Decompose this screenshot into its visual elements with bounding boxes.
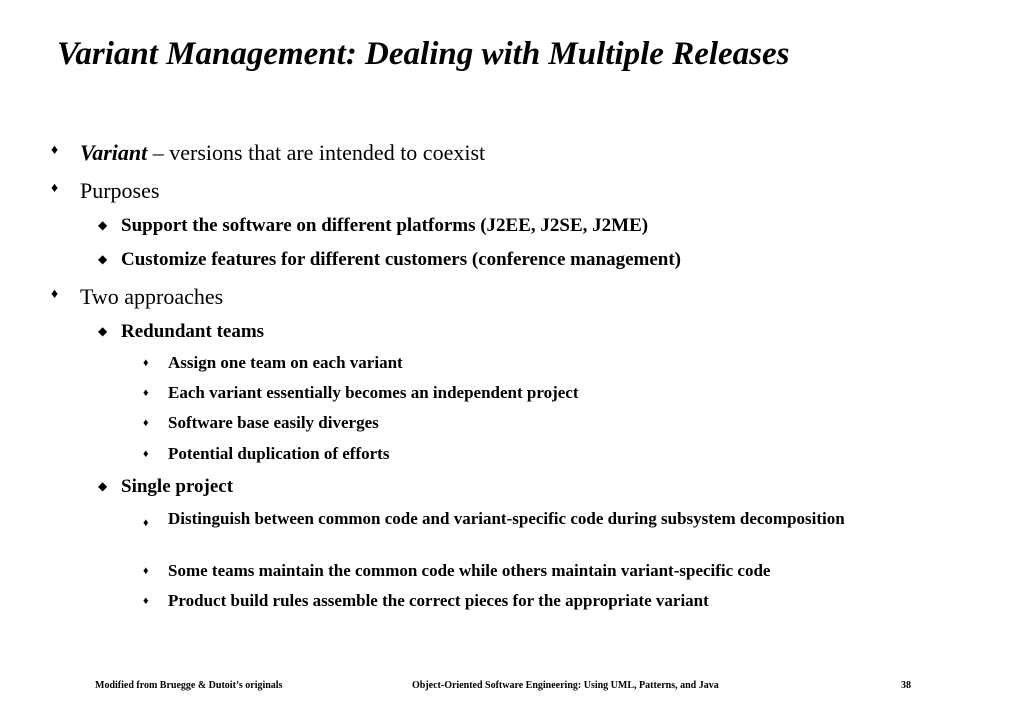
- redundant-teams-item-text: Assign one team on each variant: [168, 353, 403, 372]
- redundant-teams-item-text: Potential duplication of efforts: [168, 444, 390, 463]
- bullet-two-approaches: [51, 284, 224, 310]
- bullet-variant: [51, 140, 486, 166]
- diamond-bullet-icon: ◆: [98, 324, 108, 338]
- purposes-item: [98, 215, 649, 237]
- diamond-bullet-icon: ♦: [143, 417, 149, 429]
- redundant-teams-item-text: Each variant essentially becomes an independent project: [168, 383, 579, 402]
- redundant-teams-item: [143, 383, 579, 403]
- purposes-label: Purposes: [80, 178, 160, 203]
- approach-redundant-teams: [98, 321, 265, 343]
- single-project-item: [143, 561, 771, 581]
- single-project-item-text: Some teams maintain the common code while others maintain variant-specific code: [168, 561, 771, 580]
- variant-term: Variant: [80, 140, 148, 165]
- footer-credit: Modified from Bruegge & Dutoit’s originals: [95, 680, 283, 691]
- redundant-teams-item-text: Software base easily diverges: [168, 413, 379, 432]
- approach-single-project: [98, 476, 234, 498]
- diamond-bullet-icon: ♦: [143, 565, 149, 577]
- diamond-bullet-icon: ◆: [98, 479, 108, 493]
- redundant-teams-item: [143, 413, 379, 433]
- single-project-item: [143, 508, 908, 530]
- single-project-item: [143, 591, 709, 611]
- slide-title: Variant Management: Dealing with Multiple Releases: [57, 36, 790, 72]
- diamond-bullet-icon: ♦: [143, 357, 149, 369]
- two-approaches-label: Two approaches: [80, 284, 224, 309]
- diamond-bullet-icon: ♦: [143, 387, 149, 399]
- redundant-teams-label: Redundant teams: [121, 321, 265, 342]
- diamond-bullet-icon: ♦: [143, 448, 149, 460]
- diamond-bullet-icon: ♦: [51, 143, 59, 158]
- diamond-bullet-icon: ♦: [143, 595, 149, 607]
- purposes-item-text: Support the software on different platforms (J2EE, J2SE, J2ME): [121, 215, 649, 236]
- diamond-bullet-icon: ♦: [51, 181, 59, 196]
- purposes-item: [98, 249, 681, 271]
- diamond-bullet-icon: ◆: [98, 252, 108, 266]
- redundant-teams-item: [143, 444, 390, 464]
- footer-book-title: Object-Oriented Software Engineering: Using UML, Patterns, and Java: [412, 680, 719, 691]
- diamond-bullet-icon: ♦: [143, 517, 149, 529]
- variant-definition: – versions that are intended to coexist: [147, 140, 486, 165]
- purposes-item-text: Customize features for different customers (conference management): [121, 249, 681, 270]
- diamond-bullet-icon: ◆: [98, 218, 108, 232]
- redundant-teams-item: [143, 353, 403, 373]
- diamond-bullet-icon: ♦: [51, 287, 59, 302]
- single-project-item-text: Product build rules assemble the correct pieces for the appropriate variant: [168, 591, 709, 610]
- footer-page-number: 38: [901, 680, 911, 691]
- bullet-purposes: [51, 178, 160, 204]
- single-project-item-text: Distinguish between common code and variant-specific code during subsystem decomposition: [168, 509, 845, 528]
- single-project-label: Single project: [121, 476, 234, 497]
